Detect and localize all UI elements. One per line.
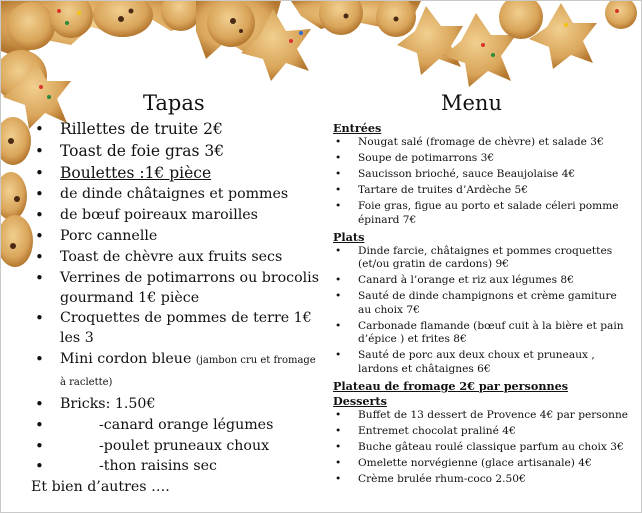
list-item: • Rillettes de truite 2€ — [33, 119, 323, 140]
list-item: • Dinde farcie, châtaignes et pommes croquettes (et/ou gratin de cardons) 9€ — [333, 245, 633, 272]
list-item: • Bricks: 1.50€ — [33, 394, 323, 414]
tapas-list — [33, 119, 323, 414]
tapas-section — [33, 91, 323, 497]
list-item: • Buffet de 13 dessert de Provence 4€ par personne — [333, 409, 633, 423]
list-item: • de dinde châtaignes et pommes — [33, 184, 323, 204]
plats-heading: Plats — [333, 229, 365, 244]
menu-section — [333, 91, 633, 489]
list-item: • Canard à l’orange et riz aux légumes 8€ — [333, 274, 633, 288]
plats-list — [333, 245, 633, 377]
list-item: • Mini cordon bleue (jambon cru et fromage à raclette) — [33, 349, 323, 393]
list-item: • Boulettes :1€ pièce — [33, 163, 323, 184]
list-item: • Sauté de porc aux deux choux et pruneaux , lardons et châtaignes 6€ — [333, 349, 633, 376]
desserts-heading: Desserts — [333, 393, 387, 408]
list-item: • Toast de chèvre aux fruits secs — [33, 247, 323, 267]
list-item: • Omelette norvégienne (glace artisanale) 4€ — [333, 457, 633, 471]
entrees-list — [333, 136, 633, 227]
list-item: • Carbonade flamande (bœuf cuit à la bière et pain d’épice ) et frites 8€ — [333, 320, 633, 347]
list-item: • Toast de foie gras 3€ — [33, 141, 323, 162]
list-item: • de bœuf poireaux maroilles — [33, 205, 323, 225]
list-item: • Croquettes de pommes de terre 1€ les 3 — [33, 308, 323, 348]
list-item: • -thon raisins sec — [33, 456, 323, 476]
tapas-title: Tapas — [143, 91, 205, 115]
list-item: • Nougat salé (fromage de chèvre) et salade 3€ — [333, 136, 633, 150]
list-item: • -poulet pruneaux choux — [33, 436, 323, 456]
bricks-list — [33, 415, 323, 477]
list-item: • Foie gras, figue au porto et salade céleri pomme épinard 7€ — [333, 200, 633, 227]
list-item: • Porc cannelle — [33, 226, 323, 246]
list-item: • Tartare de truites d’Ardèche 5€ — [333, 184, 633, 198]
list-item: • Verrines de potimarrons ou brocolis gourmand 1€ pièce — [33, 268, 323, 308]
list-item: • -canard orange légumes — [33, 415, 323, 435]
tapas-outro: Et bien d’autres …. — [31, 479, 170, 496]
desserts-list — [333, 409, 633, 487]
list-item: • Sauté de dinde champignons et crème gamiture au choix 7€ — [333, 290, 633, 317]
entrees-heading: Entrées — [333, 121, 382, 135]
list-item: • Buche gâteau roulé classique parfum au choix 3€ — [333, 441, 633, 455]
list-item: • Entremet chocolat praliné 4€ — [333, 425, 633, 439]
list-item: • Saucisson brioché, sauce Beaujolaise 4€ — [333, 168, 633, 182]
menu-title: Menu — [441, 91, 502, 115]
list-item: • Crème brulée rhum-coco 2.50€ — [333, 473, 633, 487]
fromage-heading: Plateau de fromage 2€ par personnes — [333, 378, 569, 393]
list-item: • Soupe de potimarrons 3€ — [333, 152, 633, 166]
